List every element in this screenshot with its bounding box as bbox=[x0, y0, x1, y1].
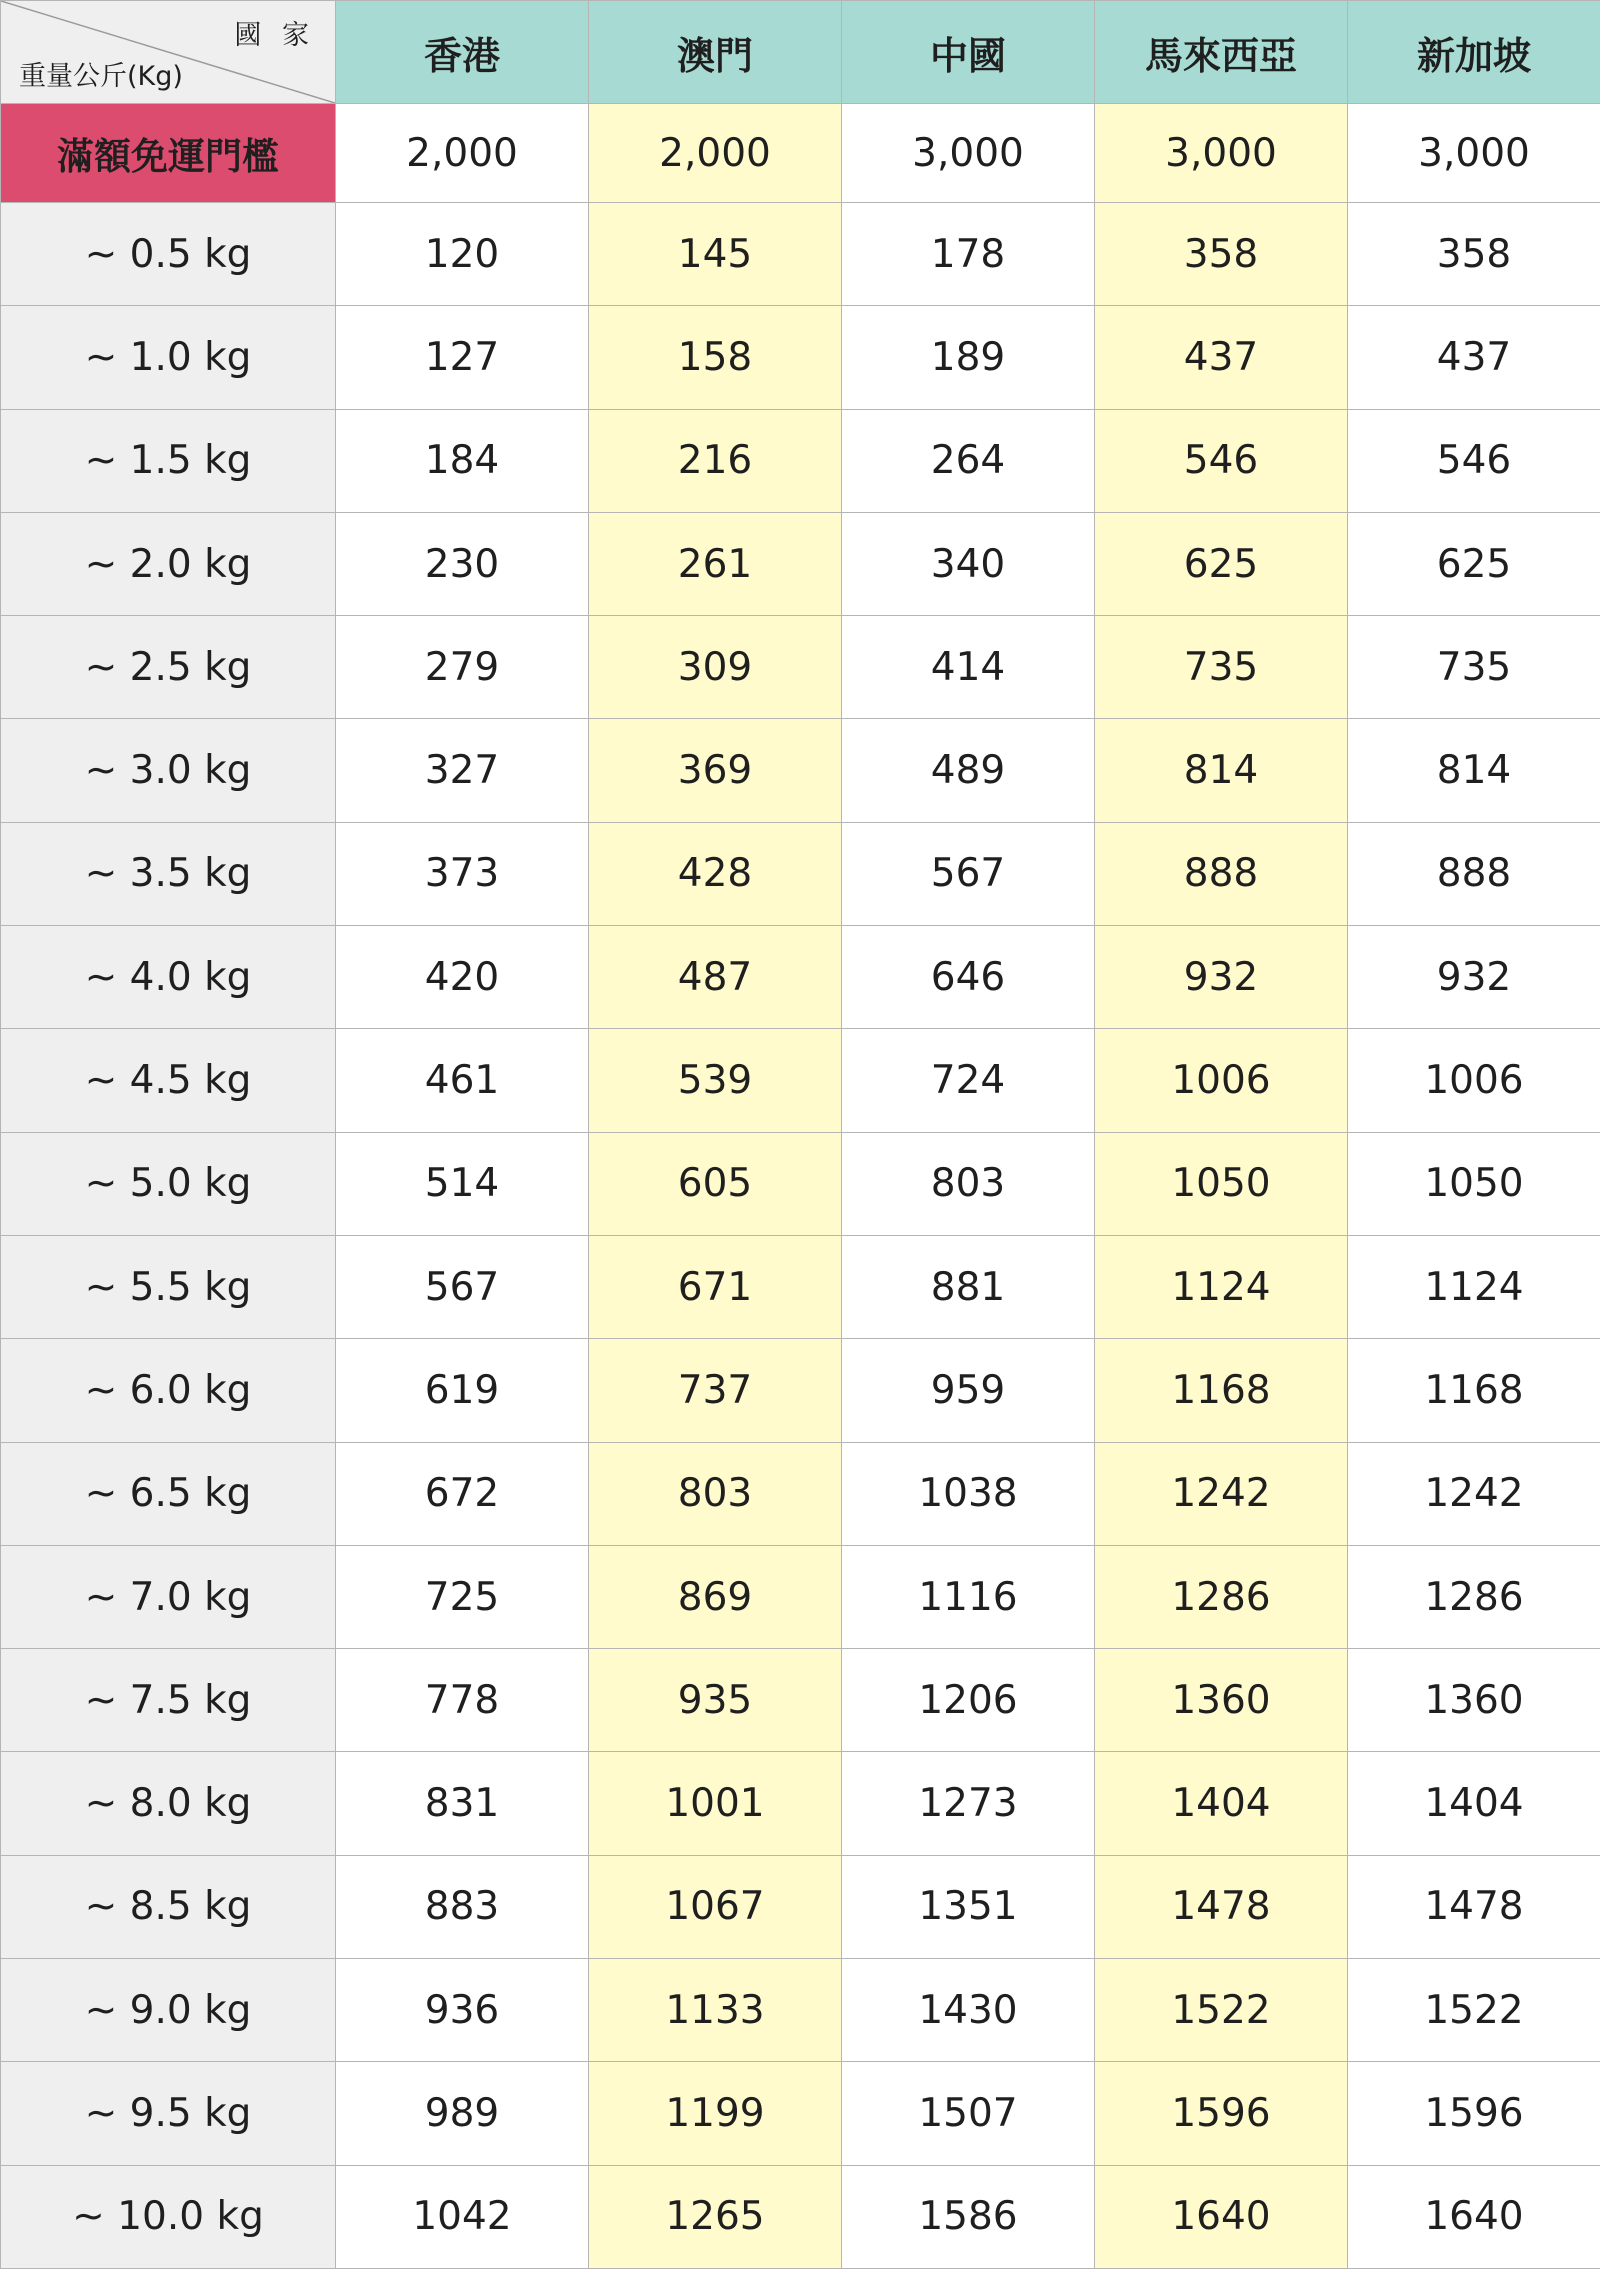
rate-cell-macau: 539 bbox=[589, 1029, 842, 1132]
weight-bracket-label: ~ 7.5 kg bbox=[1, 1649, 336, 1752]
rate-cell-malaysia: 1168 bbox=[1095, 1339, 1348, 1442]
rate-cell-malaysia: 1242 bbox=[1095, 1442, 1348, 1545]
weight-bracket-label: ~ 5.0 kg bbox=[1, 1132, 336, 1235]
threshold-value-malaysia: 3,000 bbox=[1095, 104, 1348, 203]
weight-bracket-label: ~ 5.5 kg bbox=[1, 1235, 336, 1338]
country-header-singapore: 新加坡 bbox=[1348, 1, 1600, 104]
rate-cell-hong-kong: 373 bbox=[336, 822, 589, 925]
rate-cell-singapore: 1478 bbox=[1348, 1855, 1600, 1958]
corner-country-label: 國 家 bbox=[234, 13, 315, 52]
rate-cell-hong-kong: 230 bbox=[336, 512, 589, 615]
weight-bracket-label: ~ 8.0 kg bbox=[1, 1752, 336, 1855]
threshold-value-hong-kong: 2,000 bbox=[336, 104, 589, 203]
rate-cell-hong-kong: 184 bbox=[336, 409, 589, 512]
rate-cell-malaysia: 546 bbox=[1095, 409, 1348, 512]
rate-cell-hong-kong: 725 bbox=[336, 1545, 589, 1648]
weight-bracket-label: ~ 1.5 kg bbox=[1, 409, 336, 512]
weight-bracket-label: ~ 6.0 kg bbox=[1, 1339, 336, 1442]
rate-cell-malaysia: 932 bbox=[1095, 926, 1348, 1029]
rate-cell-macau: 261 bbox=[589, 512, 842, 615]
rate-cell-hong-kong: 1042 bbox=[336, 2165, 589, 2268]
rate-cell-china: 178 bbox=[842, 203, 1095, 306]
weight-bracket-label: ~ 4.0 kg bbox=[1, 926, 336, 1029]
rate-cell-malaysia: 735 bbox=[1095, 616, 1348, 719]
rate-cell-malaysia: 1522 bbox=[1095, 1959, 1348, 2062]
rate-cell-malaysia: 814 bbox=[1095, 719, 1348, 822]
rate-cell-singapore: 546 bbox=[1348, 409, 1600, 512]
table-row bbox=[1, 719, 1600, 822]
rate-cell-malaysia: 1124 bbox=[1095, 1235, 1348, 1338]
rate-cell-singapore: 1522 bbox=[1348, 1959, 1600, 2062]
rate-cell-macau: 803 bbox=[589, 1442, 842, 1545]
weight-bracket-label: ~ 0.5 kg bbox=[1, 203, 336, 306]
country-header-hong-kong: 香港 bbox=[336, 1, 589, 104]
rate-cell-malaysia: 1006 bbox=[1095, 1029, 1348, 1132]
rate-cell-macau: 1265 bbox=[589, 2165, 842, 2268]
rate-cell-macau: 671 bbox=[589, 1235, 842, 1338]
table-row bbox=[1, 306, 1600, 409]
table-row bbox=[1, 1339, 1600, 1442]
rate-cell-china: 1206 bbox=[842, 1649, 1095, 1752]
rate-cell-hong-kong: 831 bbox=[336, 1752, 589, 1855]
table-row bbox=[1, 1235, 1600, 1338]
rate-cell-hong-kong: 883 bbox=[336, 1855, 589, 1958]
weight-bracket-label: ~ 3.5 kg bbox=[1, 822, 336, 925]
rate-cell-malaysia: 888 bbox=[1095, 822, 1348, 925]
rate-cell-hong-kong: 514 bbox=[336, 1132, 589, 1235]
corner-header-cell bbox=[1, 1, 336, 104]
rate-cell-hong-kong: 778 bbox=[336, 1649, 589, 1752]
rate-cell-malaysia: 1360 bbox=[1095, 1649, 1348, 1752]
weight-bracket-label: ~ 2.0 kg bbox=[1, 512, 336, 615]
rate-cell-hong-kong: 420 bbox=[336, 926, 589, 1029]
table-row bbox=[1, 1029, 1600, 1132]
country-header-macau: 澳門 bbox=[589, 1, 842, 104]
rate-cell-china: 264 bbox=[842, 409, 1095, 512]
weight-bracket-label: ~ 10.0 kg bbox=[1, 2165, 336, 2268]
rate-cell-china: 340 bbox=[842, 512, 1095, 615]
rate-cell-hong-kong: 127 bbox=[336, 306, 589, 409]
rate-cell-malaysia: 625 bbox=[1095, 512, 1348, 615]
rate-cell-macau: 216 bbox=[589, 409, 842, 512]
country-header-malaysia: 馬來西亞 bbox=[1095, 1, 1348, 104]
rate-cell-singapore: 888 bbox=[1348, 822, 1600, 925]
rate-cell-macau: 1199 bbox=[589, 2062, 842, 2165]
threshold-value-china: 3,000 bbox=[842, 104, 1095, 203]
rate-cell-macau: 1133 bbox=[589, 1959, 842, 2062]
threshold-value-macau: 2,000 bbox=[589, 104, 842, 203]
rate-cell-singapore: 1360 bbox=[1348, 1649, 1600, 1752]
weight-bracket-label: ~ 7.0 kg bbox=[1, 1545, 336, 1648]
rate-cell-china: 881 bbox=[842, 1235, 1095, 1338]
table-row bbox=[1, 409, 1600, 512]
weight-bracket-label: ~ 9.5 kg bbox=[1, 2062, 336, 2165]
weight-bracket-label: ~ 1.0 kg bbox=[1, 306, 336, 409]
rate-cell-china: 959 bbox=[842, 1339, 1095, 1442]
rate-cell-china: 646 bbox=[842, 926, 1095, 1029]
rate-cell-macau: 158 bbox=[589, 306, 842, 409]
rate-cell-china: 1273 bbox=[842, 1752, 1095, 1855]
rate-cell-singapore: 1286 bbox=[1348, 1545, 1600, 1648]
rate-cell-hong-kong: 279 bbox=[336, 616, 589, 719]
rate-cell-macau: 369 bbox=[589, 719, 842, 822]
country-header-china: 中國 bbox=[842, 1, 1095, 104]
weight-bracket-label: ~ 3.0 kg bbox=[1, 719, 336, 822]
table-row bbox=[1, 1752, 1600, 1855]
rate-cell-macau: 935 bbox=[589, 1649, 842, 1752]
rate-cell-singapore: 1640 bbox=[1348, 2165, 1600, 2268]
rate-cell-hong-kong: 120 bbox=[336, 203, 589, 306]
rate-cell-singapore: 437 bbox=[1348, 306, 1600, 409]
rate-cell-singapore: 814 bbox=[1348, 719, 1600, 822]
table-row bbox=[1, 822, 1600, 925]
rate-cell-hong-kong: 989 bbox=[336, 2062, 589, 2165]
table-row bbox=[1, 1545, 1600, 1648]
table-row bbox=[1, 616, 1600, 719]
rate-cell-singapore: 1242 bbox=[1348, 1442, 1600, 1545]
rate-cell-macau: 309 bbox=[589, 616, 842, 719]
rate-cell-china: 1507 bbox=[842, 2062, 1095, 2165]
rate-cell-china: 1116 bbox=[842, 1545, 1095, 1648]
table-row bbox=[1, 203, 1600, 306]
rate-cell-macau: 145 bbox=[589, 203, 842, 306]
table-row bbox=[1, 1132, 1600, 1235]
rate-cell-singapore: 1168 bbox=[1348, 1339, 1600, 1442]
rate-cell-hong-kong: 936 bbox=[336, 1959, 589, 2062]
rate-cell-singapore: 735 bbox=[1348, 616, 1600, 719]
rate-cell-china: 1038 bbox=[842, 1442, 1095, 1545]
table-row bbox=[1, 1442, 1600, 1545]
rate-cell-china: 724 bbox=[842, 1029, 1095, 1132]
header-row bbox=[1, 1, 1600, 104]
free-shipping-threshold-row bbox=[1, 104, 1600, 203]
weight-bracket-label: ~ 4.5 kg bbox=[1, 1029, 336, 1132]
rate-cell-china: 1586 bbox=[842, 2165, 1095, 2268]
rate-cell-macau: 737 bbox=[589, 1339, 842, 1442]
rate-cell-malaysia: 358 bbox=[1095, 203, 1348, 306]
weight-bracket-label: ~ 6.5 kg bbox=[1, 1442, 336, 1545]
rate-cell-china: 1351 bbox=[842, 1855, 1095, 1958]
table-row bbox=[1, 1959, 1600, 2062]
rate-cell-china: 189 bbox=[842, 306, 1095, 409]
rate-cell-macau: 1067 bbox=[589, 1855, 842, 1958]
rate-cell-malaysia: 437 bbox=[1095, 306, 1348, 409]
rate-cell-hong-kong: 461 bbox=[336, 1029, 589, 1132]
rate-cell-macau: 487 bbox=[589, 926, 842, 1029]
rate-cell-malaysia: 1596 bbox=[1095, 2062, 1348, 2165]
rate-cell-china: 803 bbox=[842, 1132, 1095, 1235]
rate-cell-singapore: 1006 bbox=[1348, 1029, 1600, 1132]
rate-cell-macau: 869 bbox=[589, 1545, 842, 1648]
rate-cell-singapore: 1124 bbox=[1348, 1235, 1600, 1338]
weight-bracket-label: ~ 2.5 kg bbox=[1, 616, 336, 719]
table-row bbox=[1, 1649, 1600, 1752]
rate-cell-malaysia: 1640 bbox=[1095, 2165, 1348, 2268]
weight-bracket-label: ~ 9.0 kg bbox=[1, 1959, 336, 2062]
rate-cell-china: 489 bbox=[842, 719, 1095, 822]
rate-cell-singapore: 358 bbox=[1348, 203, 1600, 306]
weight-bracket-label: ~ 8.5 kg bbox=[1, 1855, 336, 1958]
rate-cell-hong-kong: 567 bbox=[336, 1235, 589, 1338]
rate-cell-macau: 605 bbox=[589, 1132, 842, 1235]
free-shipping-threshold-label: 滿額免運門檻 bbox=[1, 104, 336, 203]
rate-cell-china: 1430 bbox=[842, 1959, 1095, 2062]
table-row bbox=[1, 926, 1600, 1029]
table-row bbox=[1, 512, 1600, 615]
rate-cell-hong-kong: 619 bbox=[336, 1339, 589, 1442]
rate-cell-singapore: 625 bbox=[1348, 512, 1600, 615]
rate-cell-hong-kong: 327 bbox=[336, 719, 589, 822]
rate-cell-singapore: 1596 bbox=[1348, 2062, 1600, 2165]
rate-cell-macau: 1001 bbox=[589, 1752, 842, 1855]
rate-cell-malaysia: 1286 bbox=[1095, 1545, 1348, 1648]
rate-cell-malaysia: 1478 bbox=[1095, 1855, 1348, 1958]
rate-cell-hong-kong: 672 bbox=[336, 1442, 589, 1545]
rate-cell-china: 414 bbox=[842, 616, 1095, 719]
table-row bbox=[1, 2165, 1600, 2268]
rate-cell-singapore: 1050 bbox=[1348, 1132, 1600, 1235]
rate-cell-malaysia: 1050 bbox=[1095, 1132, 1348, 1235]
rate-cell-macau: 428 bbox=[589, 822, 842, 925]
corner-weight-label: 重量公斤(Kg) bbox=[19, 54, 183, 93]
rate-cell-singapore: 1404 bbox=[1348, 1752, 1600, 1855]
threshold-value-singapore: 3,000 bbox=[1348, 104, 1600, 203]
table-row bbox=[1, 1855, 1600, 1958]
rate-cell-malaysia: 1404 bbox=[1095, 1752, 1348, 1855]
rate-cell-singapore: 932 bbox=[1348, 926, 1600, 1029]
table-row bbox=[1, 2062, 1600, 2165]
rate-cell-china: 567 bbox=[842, 822, 1095, 925]
